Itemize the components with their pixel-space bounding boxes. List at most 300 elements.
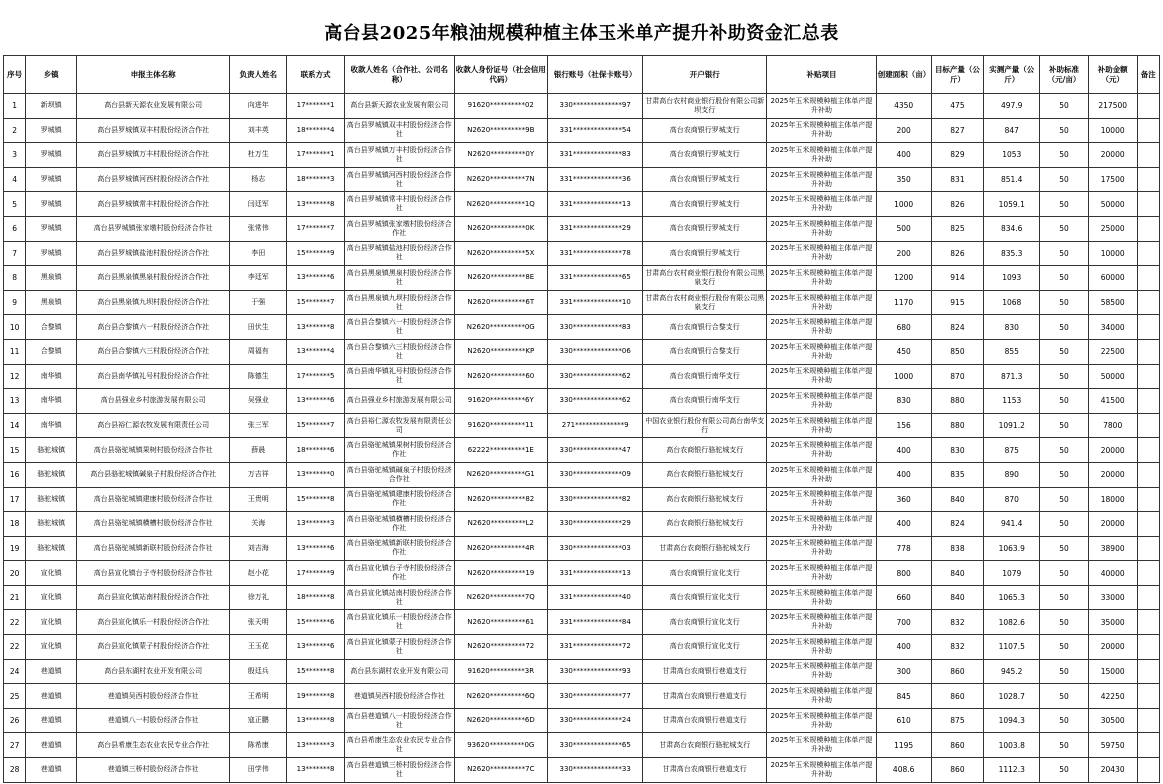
cell-bank: 高台农商银行罗城支行 — [643, 167, 767, 192]
cell-project: 2025年玉米规模种植主体单产提升补助 — [767, 561, 877, 586]
cell-payee-id: N2620**********0G — [454, 315, 547, 340]
cell-area: 660 — [876, 585, 931, 610]
cell-account: 330**************24 — [547, 708, 642, 733]
cell-applicant: 高台县合黎镇六三村股份经济合作社 — [77, 339, 230, 364]
cell-area: 680 — [876, 315, 931, 340]
cell-amount: 34000 — [1088, 315, 1137, 340]
cell-amount: 30500 — [1088, 708, 1137, 733]
cell-payee-id: N2620**********G1 — [454, 462, 547, 487]
cell-amount: 10000 — [1088, 241, 1137, 266]
cell-project: 2025年玉米规模种植主体单产提升补助 — [767, 659, 877, 684]
cell-amount: 60000 — [1088, 266, 1137, 291]
cell-seq: 3 — [4, 143, 26, 168]
cell-applicant: 高台县宣化镇台子寺村股份经济合作社 — [77, 561, 230, 586]
cell-contact: 13*******8 — [287, 758, 345, 783]
cell-area: 845 — [876, 684, 931, 709]
cell-leader: 万吉祥 — [230, 462, 287, 487]
cell-target-yield: 838 — [931, 536, 984, 561]
cell-bank: 高台农商银行骆驼城支行 — [643, 462, 767, 487]
cell-remark — [1137, 708, 1159, 733]
cell-amount: 35000 — [1088, 610, 1137, 635]
cell-bank: 高台农商银行骆驼城支行 — [643, 438, 767, 463]
cell-actual-yield: 851.4 — [984, 167, 1040, 192]
cell-target-yield: 831 — [931, 167, 984, 192]
cell-contact: 15*******7 — [287, 290, 345, 315]
cell-project: 2025年玉米规模种植主体单产提升补助 — [767, 733, 877, 758]
cell-amount: 10000 — [1088, 118, 1137, 143]
cell-standard: 50 — [1040, 339, 1089, 364]
cell-account: 331**************40 — [547, 585, 642, 610]
cell-leader: 王希明 — [230, 684, 287, 709]
cell-project: 2025年玉米规模种植主体单产提升补助 — [767, 684, 877, 709]
cell-target-yield: 880 — [931, 389, 984, 414]
cell-target-yield: 860 — [931, 684, 984, 709]
cell-contact: 13*******6 — [287, 389, 345, 414]
cell-town: 骆驼城镇 — [26, 462, 77, 487]
header-actual-yield: 实测产量（公斤） — [984, 56, 1040, 94]
cell-account: 330**************47 — [547, 438, 642, 463]
cell-payee-id: N2620**********L2 — [454, 512, 547, 537]
cell-standard: 50 — [1040, 266, 1089, 291]
cell-payee-id: N2620**********60 — [454, 364, 547, 389]
cell-contact: 17*******1 — [287, 143, 345, 168]
cell-leader: 闫廷军 — [230, 192, 287, 217]
header-row — [4, 56, 1160, 94]
header-applicant: 申报主体名称 — [77, 56, 230, 94]
cell-project: 2025年玉米规模种植主体单产提升补助 — [767, 462, 877, 487]
cell-project: 2025年玉米规模种植主体单产提升补助 — [767, 315, 877, 340]
cell-payee: 高台县强业乡村旅游发展有限公司 — [344, 389, 454, 414]
cell-remark — [1137, 364, 1159, 389]
cell-actual-yield: 871.3 — [984, 364, 1040, 389]
cell-leader: 王玉花 — [230, 635, 287, 660]
cell-standard: 50 — [1040, 167, 1089, 192]
cell-actual-yield: 870 — [984, 487, 1040, 512]
cell-seq: 2 — [4, 118, 26, 143]
cell-payee: 高台县东湖村农业开发有限公司 — [344, 659, 454, 684]
cell-bank: 高台农商银行罗城支行 — [643, 241, 767, 266]
cell-payee-id: N2620**********72 — [454, 635, 547, 660]
cell-payee-id: 91620**********11 — [454, 413, 547, 438]
cell-leader: 杨志 — [230, 167, 287, 192]
cell-target-yield: 840 — [931, 561, 984, 586]
cell-account: 330**************82 — [547, 487, 642, 512]
cell-applicant: 高台县黑泉镇黑泉村股份经济合作社 — [77, 266, 230, 291]
cell-standard: 50 — [1040, 758, 1089, 783]
table-row — [4, 389, 1160, 414]
cell-payee-id: N2620**********7Q — [454, 585, 547, 610]
cell-amount: 20000 — [1088, 512, 1137, 537]
cell-project: 2025年玉米规模种植主体单产提升补助 — [767, 167, 877, 192]
cell-project: 2025年玉米规模种植主体单产提升补助 — [767, 758, 877, 783]
cell-area: 1000 — [876, 192, 931, 217]
cell-town: 宣化镇 — [26, 561, 77, 586]
cell-town: 宣化镇 — [26, 610, 77, 635]
cell-project: 2025年玉米规模种植主体单产提升补助 — [767, 536, 877, 561]
cell-target-yield: 915 — [931, 290, 984, 315]
cell-town: 巷道镇 — [26, 733, 77, 758]
cell-project: 2025年玉米规模种植主体单产提升补助 — [767, 389, 877, 414]
cell-seq: 25 — [4, 684, 26, 709]
header-project: 补贴项目 — [767, 56, 877, 94]
cell-actual-yield: 1094.3 — [984, 708, 1040, 733]
cell-project: 2025年玉米规模种植主体单产提升补助 — [767, 94, 877, 119]
table-row — [4, 758, 1160, 783]
cell-account: 330**************06 — [547, 339, 642, 364]
cell-contact: 17*******5 — [287, 364, 345, 389]
cell-applicant: 高台县骆驼城镇新联村股份经济合作社 — [77, 536, 230, 561]
cell-seq: 8 — [4, 266, 26, 291]
cell-project: 2025年玉米规模种植主体单产提升补助 — [767, 585, 877, 610]
table-row — [4, 585, 1160, 610]
cell-amount: 59750 — [1088, 733, 1137, 758]
cell-target-yield: 825 — [931, 216, 984, 241]
cell-target-yield: 875 — [931, 708, 984, 733]
cell-project: 2025年玉米规模种植主体单产提升补助 — [767, 118, 877, 143]
cell-payee: 高台县骆驼城镇横槽村股份经济合作社 — [344, 512, 454, 537]
cell-contact: 18*******3 — [287, 167, 345, 192]
cell-town: 黑泉镇 — [26, 290, 77, 315]
cell-bank: 甘肃高台农村商业银行股份有限公司黑泉支行 — [643, 290, 767, 315]
cell-town: 南华镇 — [26, 364, 77, 389]
cell-applicant: 巷道镇八一村股份经济合作社 — [77, 708, 230, 733]
cell-town: 南华镇 — [26, 413, 77, 438]
cell-standard: 50 — [1040, 462, 1089, 487]
cell-area: 200 — [876, 118, 931, 143]
cell-target-yield: 914 — [931, 266, 984, 291]
cell-town: 宣化镇 — [26, 635, 77, 660]
cell-area: 400 — [876, 635, 931, 660]
cell-actual-yield: 1059.1 — [984, 192, 1040, 217]
cell-account: 331**************54 — [547, 118, 642, 143]
cell-remark — [1137, 610, 1159, 635]
cell-remark — [1137, 733, 1159, 758]
cell-contact: 13*******4 — [287, 339, 345, 364]
cell-remark — [1137, 192, 1159, 217]
cell-project: 2025年玉米规模种植主体单产提升补助 — [767, 708, 877, 733]
cell-contact: 18*******6 — [287, 438, 345, 463]
cell-payee: 高台县裕仁源农牧发展有限责任公司 — [344, 413, 454, 438]
cell-payee-id: N2620**********KP — [454, 339, 547, 364]
cell-remark — [1137, 413, 1159, 438]
cell-bank: 高台农商银行南华支行 — [643, 389, 767, 414]
cell-payee: 高台县骆驼城镇建康村股份经济合作社 — [344, 487, 454, 512]
cell-seq: 5 — [4, 192, 26, 217]
cell-project: 2025年玉米规模种植主体单产提升补助 — [767, 635, 877, 660]
cell-standard: 50 — [1040, 438, 1089, 463]
cell-town: 罗城镇 — [26, 192, 77, 217]
cell-town: 巷道镇 — [26, 708, 77, 733]
cell-payee: 高台县黑泉镇九坝村股份经济合作社 — [344, 290, 454, 315]
cell-remark — [1137, 143, 1159, 168]
cell-actual-yield: 835.3 — [984, 241, 1040, 266]
cell-payee-id: N2620**********82 — [454, 487, 547, 512]
cell-payee-id: N2620**********8E — [454, 266, 547, 291]
cell-bank: 高台农商银行罗城支行 — [643, 192, 767, 217]
cell-contact: 13*******0 — [287, 462, 345, 487]
cell-applicant: 巷道镇三桥村股份经济合作社 — [77, 758, 230, 783]
cell-bank: 甘肃高台农商银行巷道支行 — [643, 684, 767, 709]
cell-applicant: 高台县宣化镇乐一村股份经济合作社 — [77, 610, 230, 635]
cell-payee-id: N2620**********7C — [454, 758, 547, 783]
cell-remark — [1137, 684, 1159, 709]
cell-actual-yield: 1091.2 — [984, 413, 1040, 438]
cell-account: 331**************36 — [547, 167, 642, 192]
header-bank: 开户银行 — [643, 56, 767, 94]
cell-payee: 高台县宣化镇台子寺村股份经济合作社 — [344, 561, 454, 586]
cell-leader: 刘丰英 — [230, 118, 287, 143]
cell-standard: 50 — [1040, 708, 1089, 733]
cell-standard: 50 — [1040, 512, 1089, 537]
cell-leader: 陈德生 — [230, 364, 287, 389]
cell-payee: 高台县罗城镇双丰村股份经济合作社 — [344, 118, 454, 143]
cell-applicant: 高台县罗城镇双丰村股份经济合作社 — [77, 118, 230, 143]
cell-amount: 18000 — [1088, 487, 1137, 512]
cell-bank: 高台农商银行合黎支行 — [643, 339, 767, 364]
cell-account: 330**************62 — [547, 364, 642, 389]
cell-seq: 6 — [4, 216, 26, 241]
cell-payee: 高台县南华镇礼号村股份经济合作社 — [344, 364, 454, 389]
cell-standard: 50 — [1040, 290, 1089, 315]
cell-bank: 高台农商银行骆驼城支行 — [643, 512, 767, 537]
cell-account: 331**************13 — [547, 192, 642, 217]
cell-amount: 41500 — [1088, 389, 1137, 414]
cell-target-yield: 827 — [931, 118, 984, 143]
cell-payee-id: N2620**********61 — [454, 610, 547, 635]
cell-contact: 18*******4 — [287, 118, 345, 143]
cell-applicant: 高台县罗城镇常丰村股份经济合作社 — [77, 192, 230, 217]
cell-account: 330**************65 — [547, 733, 642, 758]
cell-standard: 50 — [1040, 585, 1089, 610]
cell-payee: 高台县希康生态农业农民专业合作社 — [344, 733, 454, 758]
cell-payee: 巷道镇吴西村股份经济合作社 — [344, 684, 454, 709]
cell-amount: 217500 — [1088, 94, 1137, 119]
table-row — [4, 561, 1160, 586]
cell-seq: 20 — [4, 561, 26, 586]
cell-account: 330**************97 — [547, 94, 642, 119]
cell-payee: 高台县巷道镇三桥村股份经济合作社 — [344, 758, 454, 783]
cell-standard: 50 — [1040, 536, 1089, 561]
cell-area: 360 — [876, 487, 931, 512]
cell-project: 2025年玉米规模种植主体单产提升补助 — [767, 143, 877, 168]
cell-project: 2025年玉米规模种植主体单产提升补助 — [767, 339, 877, 364]
cell-area: 830 — [876, 389, 931, 414]
cell-area: 700 — [876, 610, 931, 635]
cell-project: 2025年玉米规模种植主体单产提升补助 — [767, 216, 877, 241]
cell-target-yield: 829 — [931, 143, 984, 168]
cell-seq: 22 — [4, 635, 26, 660]
cell-seq: 26 — [4, 708, 26, 733]
cell-seq: 14 — [4, 413, 26, 438]
cell-leader: 田学伟 — [230, 758, 287, 783]
cell-account: 330**************77 — [547, 684, 642, 709]
cell-actual-yield: 855 — [984, 339, 1040, 364]
cell-account: 331**************65 — [547, 266, 642, 291]
cell-amount: 50000 — [1088, 364, 1137, 389]
table-row — [4, 536, 1160, 561]
cell-target-yield: 832 — [931, 610, 984, 635]
cell-remark — [1137, 389, 1159, 414]
cell-standard: 50 — [1040, 635, 1089, 660]
cell-payee: 高台县罗城镇张家墩村股份经济合作社 — [344, 216, 454, 241]
table-row — [4, 290, 1160, 315]
cell-contact: 15*******7 — [287, 413, 345, 438]
header-account: 银行账号（社保卡账号） — [547, 56, 642, 94]
cell-project: 2025年玉米规模种植主体单产提升补助 — [767, 438, 877, 463]
table-row — [4, 462, 1160, 487]
header-payee-id: 收款人身份证号（社会信用代码） — [454, 56, 547, 94]
cell-area: 400 — [876, 143, 931, 168]
cell-contact: 18*******8 — [287, 585, 345, 610]
cell-actual-yield: 1082.6 — [984, 610, 1040, 635]
cell-bank: 高台农商银行宣化支行 — [643, 585, 767, 610]
cell-town: 罗城镇 — [26, 216, 77, 241]
cell-contact: 13*******6 — [287, 635, 345, 660]
cell-applicant: 高台县东湖村农业开发有限公司 — [77, 659, 230, 684]
cell-bank: 高台农商银行骆驼城支行 — [643, 487, 767, 512]
cell-actual-yield: 1028.7 — [984, 684, 1040, 709]
table-row — [4, 118, 1160, 143]
cell-town: 骆驼城镇 — [26, 512, 77, 537]
cell-project: 2025年玉米规模种植主体单产提升补助 — [767, 610, 877, 635]
cell-actual-yield: 1068 — [984, 290, 1040, 315]
table-row — [4, 216, 1160, 241]
cell-actual-yield: 497.9 — [984, 94, 1040, 119]
cell-applicant: 高台县骆驼城镇横槽村股份经济合作社 — [77, 512, 230, 537]
cell-standard: 50 — [1040, 684, 1089, 709]
cell-account: 330**************09 — [547, 462, 642, 487]
cell-area: 300 — [876, 659, 931, 684]
table-row — [4, 733, 1160, 758]
cell-target-yield: 840 — [931, 585, 984, 610]
cell-contact: 13*******8 — [287, 192, 345, 217]
cell-town: 罗城镇 — [26, 241, 77, 266]
cell-standard: 50 — [1040, 192, 1089, 217]
cell-applicant: 高台县骆驼城镇碱泉子村股份经济合作社 — [77, 462, 230, 487]
cell-bank: 甘肃高台农村商业银行股份有限公司新坝支行 — [643, 94, 767, 119]
cell-payee: 高台县宣化镇乐一村股份经济合作社 — [344, 610, 454, 635]
table-row — [4, 364, 1160, 389]
cell-remark — [1137, 536, 1159, 561]
cell-target-yield: 832 — [931, 635, 984, 660]
cell-bank: 中国农业银行股份有限公司高台南华支行 — [643, 413, 767, 438]
cell-applicant: 高台县合黎镇六一村股份经济合作社 — [77, 315, 230, 340]
cell-payee: 高台县罗城镇河西村股份经济合作社 — [344, 167, 454, 192]
cell-bank: 甘肃高台农商银行骆驼城支行 — [643, 536, 767, 561]
cell-actual-yield: 945.2 — [984, 659, 1040, 684]
cell-seq: 13 — [4, 389, 26, 414]
table-row — [4, 684, 1160, 709]
cell-applicant: 高台县罗城镇河西村股份经济合作社 — [77, 167, 230, 192]
cell-area: 778 — [876, 536, 931, 561]
cell-amount: 17500 — [1088, 167, 1137, 192]
page-title: 高台县2025年粮油规模种植主体玉米单产提升补助资金汇总表 — [324, 23, 839, 44]
cell-account: 330**************83 — [547, 315, 642, 340]
cell-seq: 15 — [4, 438, 26, 463]
cell-seq: 19 — [4, 536, 26, 561]
table-row — [4, 708, 1160, 733]
cell-payee: 高台县宣化镇站南村股份经济合作社 — [344, 585, 454, 610]
cell-payee-id: 93620**********0G — [454, 733, 547, 758]
cell-leader: 张天明 — [230, 610, 287, 635]
cell-remark — [1137, 758, 1159, 783]
cell-seq: 12 — [4, 364, 26, 389]
cell-amount: 38900 — [1088, 536, 1137, 561]
cell-actual-yield: 941.4 — [984, 512, 1040, 537]
cell-town: 巷道镇 — [26, 758, 77, 783]
cell-payee-id: N2620**********1Q — [454, 192, 547, 217]
cell-target-yield: 824 — [931, 512, 984, 537]
cell-leader: 徐万礼 — [230, 585, 287, 610]
cell-payee: 高台县骆驼城镇果树村股份经济合作社 — [344, 438, 454, 463]
cell-bank: 高台农商银行宣化支行 — [643, 561, 767, 586]
cell-town: 骆驼城镇 — [26, 536, 77, 561]
cell-applicant: 高台县希康生态农业农民专业合作社 — [77, 733, 230, 758]
cell-leader: 杜万生 — [230, 143, 287, 168]
cell-town: 黑泉镇 — [26, 266, 77, 291]
cell-project: 2025年玉米规模种植主体单产提升补助 — [767, 512, 877, 537]
cell-target-yield: 860 — [931, 758, 984, 783]
cell-remark — [1137, 438, 1159, 463]
table-row — [4, 487, 1160, 512]
table-row — [4, 94, 1160, 119]
cell-leader: 王贵明 — [230, 487, 287, 512]
cell-payee: 高台县罗城镇万丰村股份经济合作社 — [344, 143, 454, 168]
cell-amount: 20000 — [1088, 635, 1137, 660]
cell-actual-yield: 1053 — [984, 143, 1040, 168]
cell-area: 200 — [876, 241, 931, 266]
cell-area: 610 — [876, 708, 931, 733]
cell-area: 500 — [876, 216, 931, 241]
cell-bank: 高台农商银行罗城支行 — [643, 143, 767, 168]
table-row — [4, 266, 1160, 291]
cell-target-yield: 840 — [931, 487, 984, 512]
cell-payee-id: 91620**********6Y — [454, 389, 547, 414]
cell-contact: 17*******1 — [287, 94, 345, 119]
header-seq: 序号 — [4, 56, 26, 94]
cell-seq: 10 — [4, 315, 26, 340]
cell-payee: 高台县罗城镇盐池村股份经济合作社 — [344, 241, 454, 266]
table-row — [4, 413, 1160, 438]
cell-standard: 50 — [1040, 413, 1089, 438]
cell-payee-id: N2620**********6Q — [454, 684, 547, 709]
cell-remark — [1137, 659, 1159, 684]
cell-town: 罗城镇 — [26, 167, 77, 192]
cell-actual-yield: 1003.8 — [984, 733, 1040, 758]
cell-remark — [1137, 462, 1159, 487]
cell-payee-id: N2620**********6D — [454, 708, 547, 733]
cell-actual-yield: 830 — [984, 315, 1040, 340]
cell-remark — [1137, 167, 1159, 192]
cell-payee-id: 91620**********02 — [454, 94, 547, 119]
cell-seq: 18 — [4, 512, 26, 537]
cell-target-yield: 860 — [931, 733, 984, 758]
cell-leader: 陈希康 — [230, 733, 287, 758]
cell-contact: 13*******8 — [287, 708, 345, 733]
cell-actual-yield: 1079 — [984, 561, 1040, 586]
cell-town: 骆驼城镇 — [26, 438, 77, 463]
cell-contact: 19*******8 — [287, 684, 345, 709]
cell-remark — [1137, 290, 1159, 315]
table-row — [4, 438, 1160, 463]
header-area: 创建面积（亩） — [876, 56, 931, 94]
cell-payee: 高台县罗城镇常丰村股份经济合作社 — [344, 192, 454, 217]
cell-leader: 向进年 — [230, 94, 287, 119]
cell-seq: 21 — [4, 585, 26, 610]
cell-area: 450 — [876, 339, 931, 364]
cell-payee-id: N2620**********9B — [454, 118, 547, 143]
cell-seq: 17 — [4, 487, 26, 512]
